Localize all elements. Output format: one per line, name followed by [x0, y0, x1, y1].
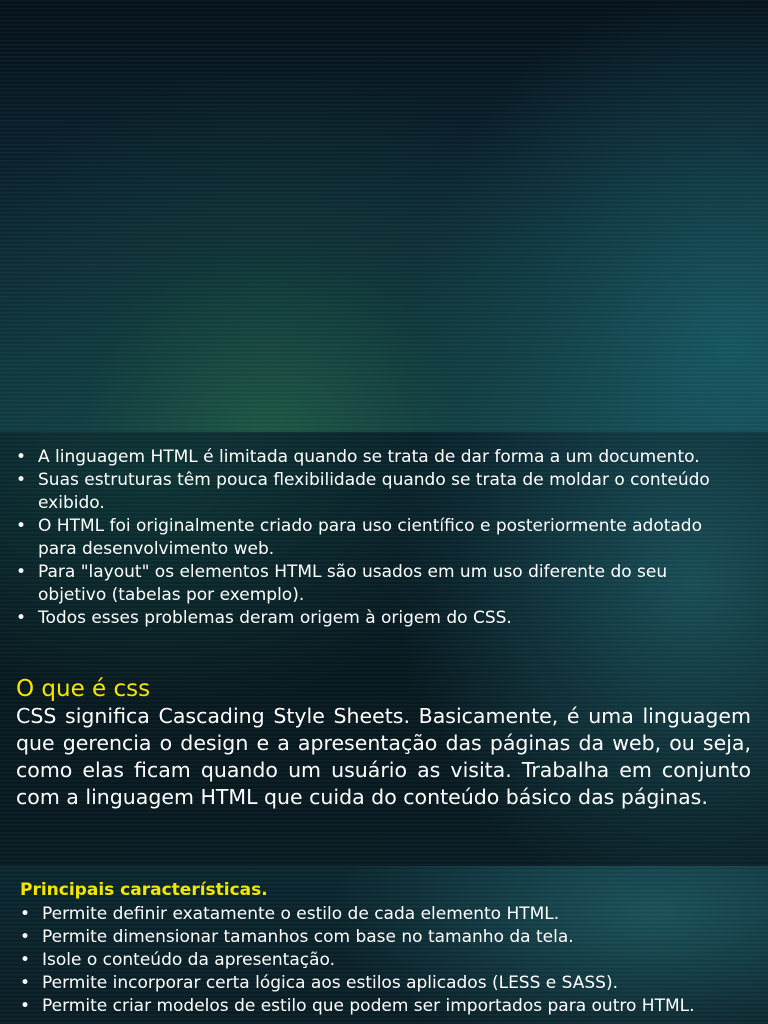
css-definition-paragraph: CSS significa Cascading Style Sheets. Basicamente, é uma linguagem que gerencia o design e a apresentação das páginas da web, ou seja, como elas ficam quando um usuário as visita. Trabalha em conjunto com a linguagem HTML que cuida do conteúdo básico das páginas. — [16, 704, 751, 809]
limitations-list — [16, 446, 716, 630]
css-section-heading: O que é css — [16, 676, 151, 702]
bullet-icon: • — [16, 516, 27, 536]
bullet-icon: • — [20, 904, 31, 924]
bullet-icon: • — [20, 996, 31, 1016]
bullet-icon: • — [20, 973, 31, 993]
bullet-icon: • — [20, 927, 31, 947]
slide-title-background — [0, 0, 768, 432]
list-item — [16, 446, 716, 469]
slide-html-limitations — [0, 432, 768, 866]
list-item-text: Suas estruturas têm pouca flexibilidade quando se trata de moldar o conteúdo exibido. — [38, 470, 710, 513]
bullet-icon: • — [20, 950, 31, 970]
list-item — [16, 515, 716, 561]
list-item — [16, 607, 716, 630]
list-item — [20, 972, 750, 995]
bullet-icon: • — [16, 470, 27, 490]
list-item-text: Permite criar modelos de estilo que podem ser importados para outro HTML. — [42, 996, 695, 1016]
features-heading: Principais características. — [20, 880, 268, 900]
features-list — [20, 903, 750, 1018]
list-item — [20, 903, 750, 926]
list-item — [16, 561, 716, 607]
list-item-text: Permite definir exatamente o estilo de cada elemento HTML. — [42, 904, 560, 924]
list-item — [20, 926, 750, 949]
list-item-text: Permite dimensionar tamanhos com base no tamanho da tela. — [42, 927, 574, 947]
list-item — [20, 995, 750, 1018]
bullet-icon: • — [16, 447, 27, 467]
list-item-text: A linguagem HTML é limitada quando se trata de dar forma a um documento. — [38, 447, 700, 467]
list-item-text: Isole o conteúdo da apresentação. — [42, 950, 336, 970]
list-item — [20, 949, 750, 972]
list-item-text: Permite incorporar certa lógica aos estilos aplicados (LESS e SASS). — [42, 973, 619, 993]
slide-main-features — [0, 866, 768, 1024]
list-item-text: O HTML foi originalmente criado para uso científico e posteriormente adotado para desenvolvimento web. — [38, 516, 702, 559]
list-item-text: Para "layout" os elementos HTML são usados em um uso diferente do seu objetivo (tabelas por exemplo). — [38, 562, 668, 605]
list-item — [16, 469, 716, 515]
list-item-text: Todos esses problemas deram origem à origem do CSS. — [38, 608, 512, 628]
bullet-icon: • — [16, 562, 27, 582]
bullet-icon: • — [16, 608, 27, 628]
